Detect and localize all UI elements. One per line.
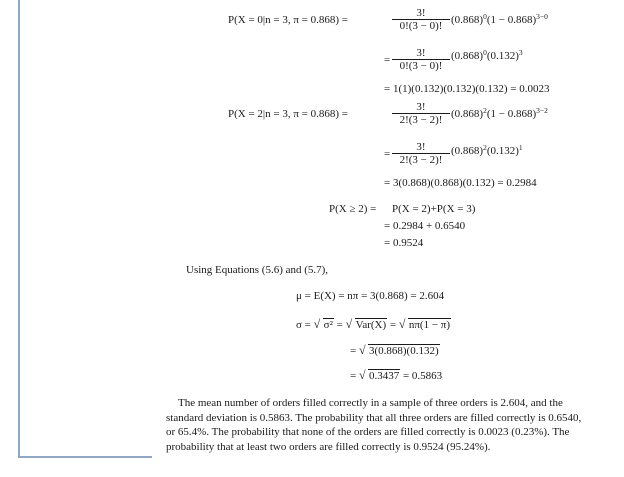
eq-p2-line2-fraction: 3! 2!(3 − 2)!: [392, 141, 450, 166]
eq-p0-line2-equals: =: [384, 54, 391, 66]
margin-rule-vertical: [18, 0, 20, 458]
eq-p2-lhs: P(X = 2|n = 3, π = 0.868) =: [228, 108, 348, 120]
eq-p2-line2-equals: =: [384, 148, 391, 160]
sqrt-product: √ 3(0.868)(0.132): [358, 343, 439, 357]
sigma-equation-line2: = √ 3(0.868)(0.132): [350, 343, 439, 357]
eq-pge2-line2: = 0.2984 + 0.6540: [384, 220, 466, 232]
mean-equation: μ = E(X) = nπ = 3(0.868) = 2.604: [296, 290, 445, 302]
eq-p0-result: = 1(1)(0.132)(0.132)(0.132) = 0.0023: [384, 83, 550, 95]
eq-p2-line2-tail: $(0.868)^2(0.132)^1$: [451, 143, 523, 157]
margin-rule-horizontal: [18, 456, 152, 458]
sqrt-n-pi: √ nπ(1 − π): [398, 317, 450, 331]
eq-p0-line2-tail: $(0.868)^0(0.132)^3$: [451, 48, 523, 62]
using-equations-text: Using Equations (5.6) and (5.7),: [186, 264, 329, 276]
eq-p0-line2-fraction: 3! 0!(3 − 0)!: [392, 47, 450, 72]
eq-p0-fraction: [392, 7, 450, 32]
summary-paragraph: [166, 396, 618, 454]
eq-p2-tail: $(0.868)^2(1 - 0.868)^{3-2}$: [451, 106, 548, 120]
paragraph-line: or 65.4%. The probability that none of the orders are filled correctly is 0.0023 (0.23%). The: [166, 426, 570, 439]
frac-denominator: 0!(3 − 0)!: [399, 20, 443, 32]
eq-pge2-lhs: P(X ≥ 2) =: [329, 203, 377, 215]
sigma-equation-line1: σ = √ σ² = √ Var(X) = √ nπ(1 − π): [296, 317, 450, 331]
paragraph-line: probability that at least two orders are filled correctly is 0.9524 (95.24%).: [166, 440, 491, 453]
eq-p2-fraction: 3! 2!(3 − 2)!: [392, 101, 450, 126]
sqrt-value: √ 0.3437: [358, 368, 400, 382]
eq-pge2-line3: = 0.9524: [384, 237, 424, 249]
paragraph-line: The mean number of orders filled correctly in a sample of three orders is 2.604, and the: [178, 397, 563, 409]
frac-numerator: 3!: [416, 7, 426, 19]
eq-p0-lhs: P(X = 0|n = 3, π = 0.868) =: [228, 14, 348, 26]
eq-p2-result: = 3(0.868)(0.868)(0.132) = 0.2984: [384, 177, 537, 189]
sqrt-variance: √ Var(X): [345, 317, 387, 331]
paragraph-line: standard deviation is 0.5863. The probability that all three orders are filled correctly is 0.6540,: [166, 411, 582, 424]
eq-pge2-line1: P(X = 2)+P(X = 3): [392, 203, 476, 215]
sqrt-sigma-squared: √ σ²: [313, 317, 333, 331]
sigma-equation-line3: = √ 0.3437 = 0.5863: [350, 368, 443, 382]
eq-p0-tail: $(0.868)^0(1 - 0.868)^{3-0}$: [451, 12, 548, 26]
